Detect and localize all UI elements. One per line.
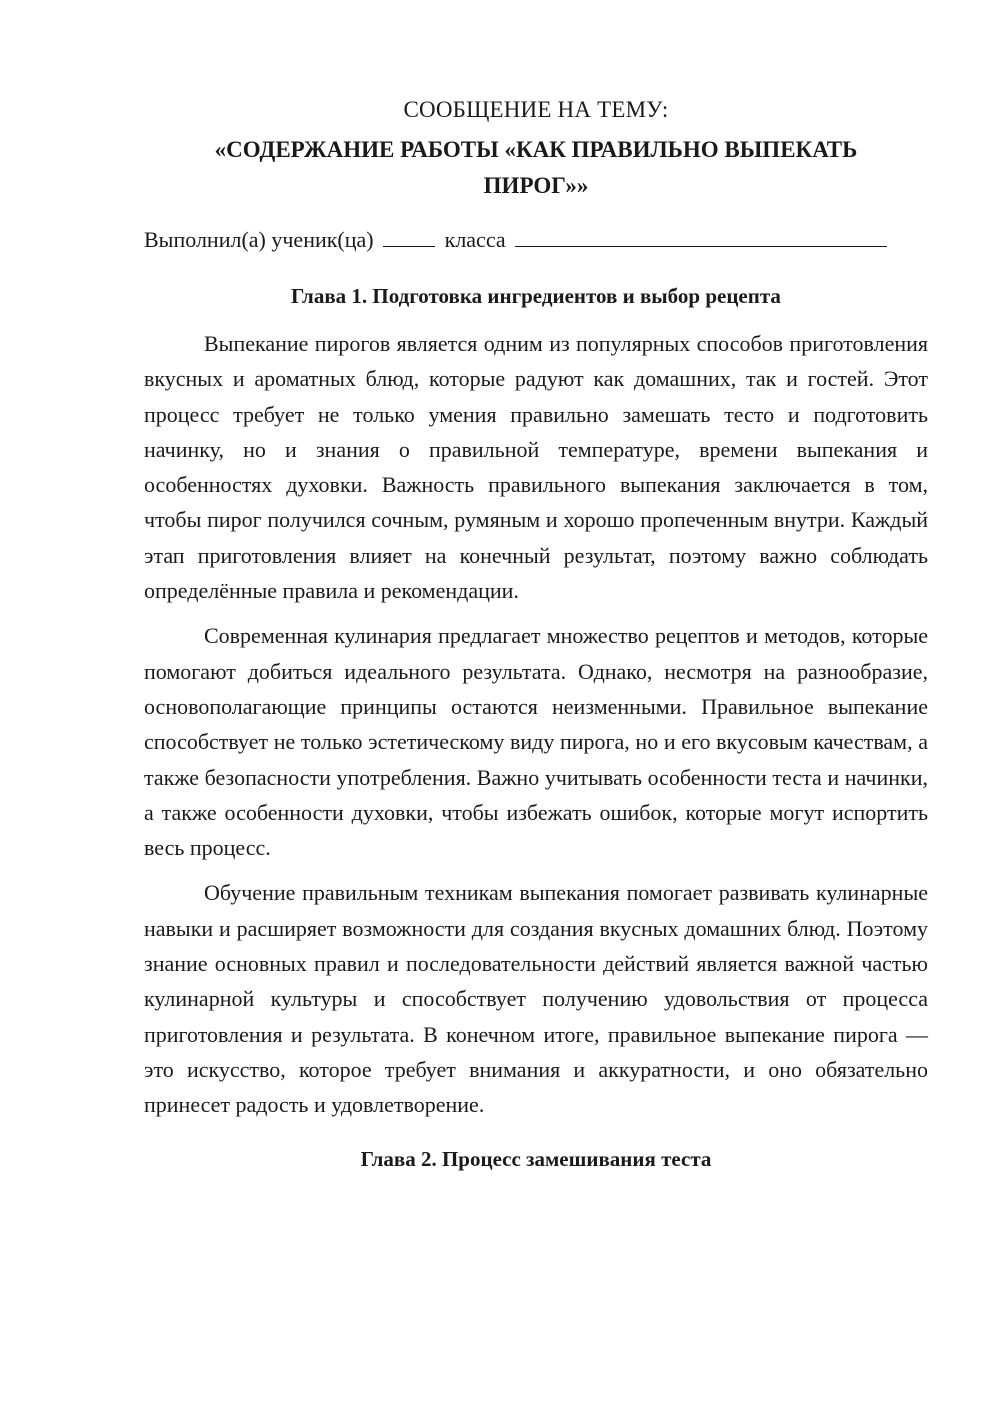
chapter-1-paragraph-2: Современная кулинария предлагает множество рецептов и методов, которые помогают добиться идеального результата. Однако, несмотря на разнообразие, основополагающие принципы остаются неизменными. Правильное выпекание способствует не только эстетическому виду пирога, но и его вкусовым качествам, а также безопасности употребления. Важно учитывать особенности теста и начинки, а также особенности духовки, чтобы избежать ошибок, которые могут испортить весь процесс. <box>144 623 928 861</box>
chapter-1-paragraph-1: Выпекание пирогов является одним из популярных способов приготовления вкусных и ароматных блюд, которые радуют как домашних, так и гостей. Этот процесс требует не только умения правильно замешать тесто и подготовить начинку, но и знания о правильной температуре, времени выпекания и особенностях духовки. Важность правильного выпекания заключается в том, чтобы пирог получился сочным, румяным и хорошо пропеченным внутри. Каждый этап приготовления влияет на конечный результат, поэтому важно соблюдать определённые правила и рекомендации. <box>144 331 928 604</box>
author-prefix: Выполнил(а) ученик(ца) <box>144 227 374 252</box>
class-number-blank <box>383 222 435 247</box>
class-label: класса <box>444 227 506 252</box>
chapter-1-paragraph-3: Обучение правильным техникам выпекания помогает развивать кулинарные навыки и расширяет возможности для создания вкусных домашних блюд. Поэтому знание основных правил и последовательности действий является важной частью кулинарной культуры и способствует получению удовольствия от процесса приготовления и результата. В конечном итоге, правильное выпекание пирога — это искусство, которое требует внимания и аккуратности, и оно обязательно принесет радость и удовлетворение. <box>144 880 928 1118</box>
document-title: «СОДЕРЖАНИЕ РАБОТЫ «КАК ПРАВИЛЬНО ВЫПЕКАТЬ ПИРОГ»» <box>214 137 858 198</box>
chapter-2-heading: Глава 2. Процесс замешивания теста <box>360 1146 712 1171</box>
student-name-blank <box>515 222 887 247</box>
chapter-1-heading: Глава 1. Подготовка ингредиентов и выбор рецепта <box>291 284 781 308</box>
author-line <box>144 222 928 258</box>
document-page <box>144 92 928 1189</box>
document-caption: СООБЩЕНИЕ НА ТЕМУ: <box>403 97 669 122</box>
